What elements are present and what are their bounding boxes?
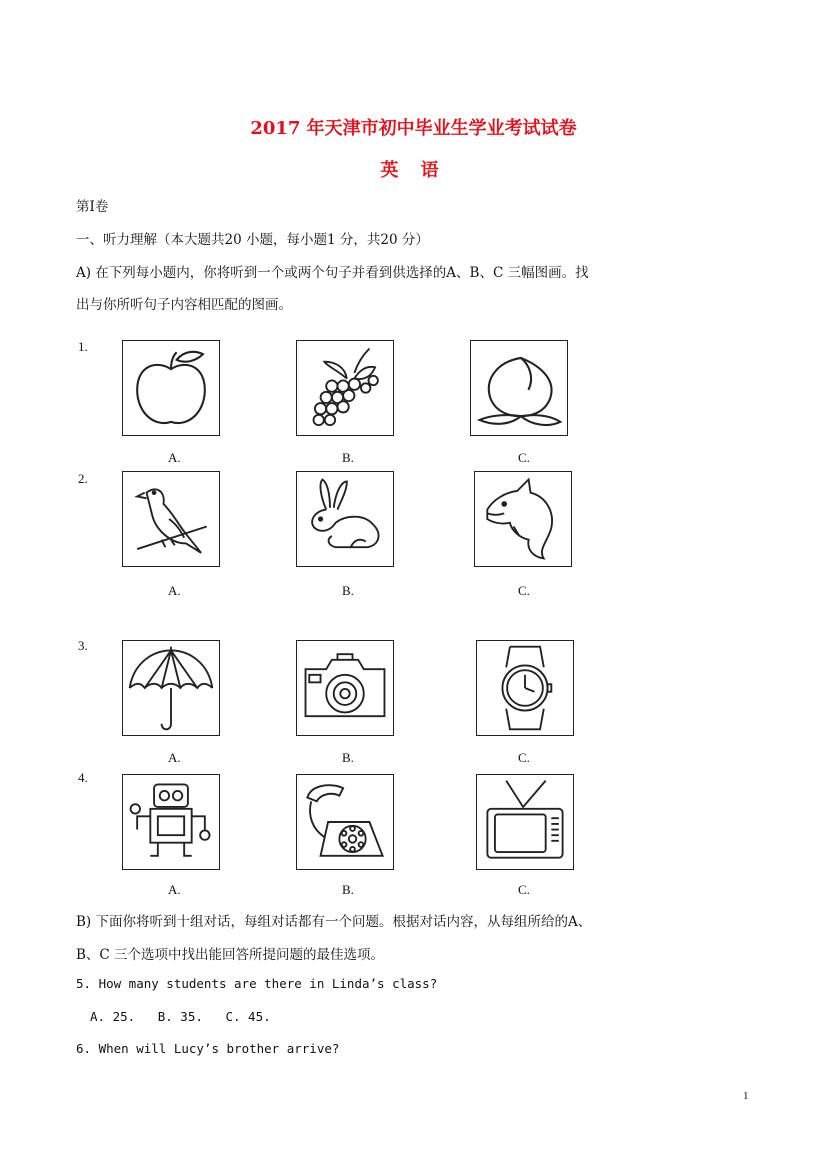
dolphin-icon [474,471,572,567]
exam-title: 2017 年天津市初中毕业生学业考试试卷 [250,118,577,139]
question-2-label-b: B. [342,583,354,598]
partA-instructions-2: 出与你所听句子内容相匹配的图画。 [76,297,292,313]
apple-icon [122,340,220,436]
question-4-label-a: A. [168,882,181,897]
question-5-options: A. 25. B. 35. C. 45. [90,1009,271,1024]
watch-icon [476,640,574,736]
partB-instructions-2: B、C 三个选项中找出能回答所提问题的最佳选项。 [76,947,385,963]
grapes-icon [296,340,394,436]
page-number: 1 [743,1090,749,1102]
question-5-stem: 5. How many students are there in Linda’s class? [76,976,438,991]
question-1-label-b: B. [342,450,354,465]
partA-instructions-1: A) 在下列每小题内，你将听到一个或两个句子并看到供选择的A、B、C 三幅图画。找 [76,265,589,281]
question-3-number: 3. [78,638,88,653]
peach-icon [470,340,568,436]
partB-instructions-1: B) 下面你将听到十组对话，每组对话都有一个问题。根据对话内容，从每组所给的A、 [76,914,592,930]
question-4-number: 4. [78,770,88,785]
question-1-number: 1. [78,339,88,354]
question-4-label-c: C. [518,882,530,897]
subject-title: 英 语 [380,160,447,181]
umbrella-icon [122,640,220,736]
rabbit-icon [296,471,394,567]
question-4-label-b: B. [342,882,354,897]
question-2-number: 2. [78,471,88,486]
telephone-icon [296,774,394,870]
section1-heading: 一、听力理解（本大题共20 小题，每小题1 分，共20 分） [76,232,429,248]
robot-icon [122,774,220,870]
question-6-stem: 6. When will Lucy’s brother arrive? [76,1041,340,1056]
question-2-label-c: C. [518,583,530,598]
volume-label: 第Ⅰ卷 [76,199,109,215]
television-icon [476,774,574,870]
question-2-label-a: A. [168,583,181,598]
bird-icon [122,471,220,567]
question-3-label-b: B. [342,750,354,765]
question-3-label-c: C. [518,750,530,765]
question-1-label-a: A. [168,450,181,465]
camera-icon [296,640,394,736]
question-1-label-c: C. [518,450,530,465]
question-3-label-a: A. [168,750,181,765]
